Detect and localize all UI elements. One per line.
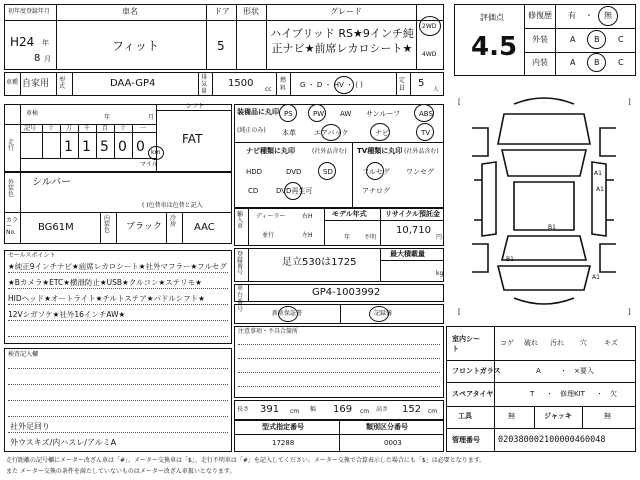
seat-option: 穴	[580, 339, 587, 347]
fuel-label: 燃料	[280, 77, 287, 92]
management-number: 020380002100000460048	[498, 435, 606, 445]
equip-tv-circle	[416, 123, 434, 141]
color-no: BG61M	[38, 222, 74, 233]
import-dealer: ディーラー	[256, 213, 286, 220]
equip-pw: PW	[313, 110, 325, 118]
reg-year-label: 初年度登録年月	[8, 8, 51, 15]
spare-tire-label: スペアタイヤ	[452, 390, 494, 398]
mileage-digit-label: 百	[102, 125, 109, 132]
repair-label: 修復歴	[528, 11, 552, 20]
displacement-label: 排気量	[201, 74, 208, 95]
mileage-digit-label: 記号	[24, 125, 37, 132]
grade-value: ハイブリッド RS★9インチ純正ナビ★前席レカロシート★	[270, 27, 414, 55]
row2-frame	[4, 72, 444, 96]
model-year-label: モデル年式	[332, 210, 367, 218]
bracket-mark: ]	[628, 308, 631, 316]
use-value: 自家用	[22, 79, 50, 89]
class-label: 類別区分番号	[366, 423, 408, 431]
spare-option: T	[530, 390, 535, 398]
exterior-color-value: シルバー	[32, 177, 72, 188]
registration-value: 足立530は1725	[282, 257, 357, 268]
interior-b-circle	[587, 53, 606, 72]
exterior-color-note: ( )色替車は色替と記入	[142, 202, 203, 209]
tv-fullseg: フルセグ	[362, 168, 390, 176]
bracket-mark: [	[458, 98, 461, 106]
shape-label: 形状	[243, 7, 259, 16]
footnote-line: 走行距離の記号欄にメーター改ざん車は「#」、メーター交換車は「$」、走行不明車は「#」を記入してください。メーター交換で合算表示した場合にも「$」は必要となります。	[6, 457, 486, 464]
max-load-label: 最大積載量	[390, 250, 425, 258]
footnote-line: また メーター交換の条件を満たしていないものはメーター改ざん車扱いとなります。	[6, 468, 236, 475]
sales-point-line: 12Vシガソケ★社外16インチAW★	[8, 310, 126, 319]
nav-dvd: DVD	[286, 168, 302, 176]
tools-label: 工具	[458, 412, 472, 420]
import-label: 輸入車	[237, 211, 244, 230]
repair-no-circle	[598, 6, 618, 26]
inspection-month: 月	[148, 114, 155, 121]
equipment-frame	[234, 104, 444, 208]
mileage-digit-label: 一	[140, 125, 147, 132]
length-value: 391	[260, 404, 280, 415]
chassis-label: 車台番号	[237, 285, 244, 313]
car-outline-svg	[452, 84, 636, 324]
model-year-unit: 年	[344, 234, 351, 241]
ac-label: 冷房	[170, 215, 177, 228]
chassis-value: GP4-1003992	[312, 287, 381, 298]
type-label: 型式指定番号	[262, 423, 304, 431]
equip-abs: ABS	[419, 110, 433, 118]
color-no-label: カラーNo.	[6, 217, 19, 236]
tv-fullseg-circle	[366, 162, 384, 180]
class-value: 0003	[384, 439, 402, 447]
equip-pw-circle	[308, 104, 326, 122]
drive-2wd: 2WD	[422, 23, 437, 30]
equip-ps: PS	[284, 110, 293, 118]
fuel-options: G ・ D ・ HV ・ ( )	[300, 81, 363, 89]
bracket-mark: [	[458, 308, 461, 316]
reg-month: 8	[34, 53, 41, 64]
model-value: DAA-GP4	[110, 78, 156, 89]
notes-frame	[234, 326, 444, 398]
exterior-grade-a: A	[570, 35, 576, 44]
tv-oneseg: ワンセグ	[406, 168, 434, 176]
score-value: 4.5	[471, 32, 518, 62]
mileage-digit: 5	[100, 139, 109, 155]
registration-label: 登録番号	[237, 251, 244, 276]
tv-type-label: TV種類に丸印	[357, 147, 403, 155]
model-year-unknown: 不明	[364, 234, 377, 241]
inspection-label: 車検	[26, 110, 39, 117]
seat-option: コゲ	[500, 339, 514, 347]
mileage-unit-mile: マイル	[140, 161, 158, 168]
drive-4wd: 4WD	[422, 51, 437, 58]
damage-mark: B1	[506, 256, 514, 263]
seat-option: 汚れ	[550, 339, 564, 347]
equip-navi-circle	[370, 123, 390, 141]
interior-grade-b: B	[594, 58, 600, 67]
damage-mark: A1	[592, 274, 600, 281]
spare-option: ・	[546, 390, 553, 398]
spare-option: 修理KIT	[560, 390, 585, 398]
height-label: 高さ	[376, 406, 389, 413]
spare-option: 欠	[610, 390, 617, 398]
equip-leather: 本革	[282, 129, 296, 137]
jack-value: 無	[604, 412, 611, 420]
mileage-digit-label: 十	[48, 125, 55, 132]
import-parallel: 並行	[262, 232, 275, 239]
equipment-sub: (純正のみ)	[237, 127, 266, 134]
shift-label: シフト	[186, 103, 205, 110]
front-glass-option: ×要入	[574, 367, 594, 375]
mileage-label: 走行	[8, 139, 15, 152]
max-load-unit: kg	[436, 270, 444, 277]
front-glass-label: フロントガラス	[452, 367, 501, 375]
car-damage-diagram	[452, 84, 636, 324]
notes-label: 注意事項・不具合箇所	[238, 328, 299, 335]
score-label: 評価点	[480, 13, 504, 22]
manual-circle	[278, 306, 298, 322]
steering-right: 右H	[302, 213, 313, 220]
mileage-digit: 0	[136, 139, 145, 155]
width-label: 幅	[310, 406, 317, 413]
nav-type-sub: (社外品含む)	[312, 148, 347, 155]
reg-year-unit: 年	[42, 39, 49, 47]
exterior-grade-b: B	[594, 35, 600, 44]
management-label: 管理番号	[452, 436, 480, 444]
equip-navi: ナビ	[375, 129, 389, 137]
nav-dvd-play: DVD再生可	[276, 187, 313, 195]
front-glass-option: A	[536, 367, 541, 375]
equip-tv: TV	[421, 129, 431, 137]
ac-value: AAC	[194, 222, 215, 233]
length-label: 長さ	[237, 406, 250, 413]
jack-label: ジャッキ	[544, 412, 572, 420]
repair-sep: ・	[585, 11, 593, 20]
interior-grade-label: 内装	[532, 58, 548, 67]
interior-grade-c: C	[618, 58, 624, 67]
model-label: 型式	[59, 77, 66, 90]
reg-year-era: H24	[10, 35, 35, 49]
capacity-unit: 人	[433, 86, 440, 93]
repair-no: 無	[604, 11, 612, 20]
equip-ps-circle	[279, 104, 297, 122]
inspector-label: 検査記入欄	[8, 351, 39, 358]
mileage-digit: 1	[82, 139, 91, 155]
mileage-digit-label: 千	[84, 125, 91, 132]
nav-cd: CD	[248, 187, 259, 195]
nav-type-label: ナビ種類に丸印	[246, 147, 295, 155]
nav-hdd: HDD	[246, 168, 263, 176]
nav-sd-circle	[318, 162, 336, 180]
damage-mark: A1	[596, 186, 604, 193]
use-label: 車種	[6, 79, 19, 86]
bracket-mark: ]	[628, 98, 631, 106]
type-value: 17288	[272, 439, 295, 447]
exterior-grade-label: 外装	[532, 35, 548, 44]
interior-grade-a: A	[570, 58, 576, 67]
exterior-color-label: 外装色	[8, 179, 15, 198]
spare-option: ・	[596, 390, 603, 398]
width-value: 169	[333, 404, 353, 415]
width-unit: cm	[360, 408, 370, 415]
fuel-hv-circle	[334, 76, 354, 94]
mileage-digit-label: 十	[120, 125, 127, 132]
seat-option: 破れ	[524, 339, 538, 347]
interior-seat-label: 室内シート	[452, 335, 480, 353]
length-unit: cm	[290, 408, 300, 415]
inspection-year: 年	[104, 114, 111, 121]
mileage-unit-km: km	[151, 149, 161, 156]
repair-yes: 有	[568, 11, 576, 20]
capacity-label: 定員	[399, 77, 406, 92]
mileage-digit-label: 万	[66, 125, 73, 132]
nav-dvd-play-circle	[284, 182, 302, 200]
mileage-digit: 1	[64, 139, 73, 155]
manual-frame	[234, 304, 444, 324]
seat-option: キズ	[604, 339, 618, 347]
recycle-value: 10,710	[396, 225, 431, 236]
exterior-b-circle	[587, 30, 606, 49]
door-label: ドア	[214, 7, 230, 16]
nav-sd: SD	[323, 168, 333, 176]
damage-mark: B1	[548, 224, 556, 231]
record-circle	[369, 306, 389, 322]
equip-aw: AW	[340, 110, 352, 118]
shift-value: FAT	[182, 132, 203, 146]
displacement-unit: cc	[265, 86, 272, 93]
interior-color-label: 内装色	[104, 215, 111, 234]
equip-sunroof: サンルーフ	[366, 110, 401, 118]
steering-left: 左H	[302, 232, 313, 239]
recycle-unit: 円	[436, 234, 443, 241]
reg-month-unit: 月	[44, 55, 51, 63]
interior-color-value: ブラック	[126, 222, 162, 232]
equip-abs-circle	[414, 104, 434, 122]
front-glass-option: ・	[560, 367, 567, 375]
car-name-label: 車名	[122, 7, 138, 16]
capacity-value: 5	[418, 78, 425, 89]
equip-airbag: エアバック	[314, 129, 349, 137]
exterior-grade-c: C	[618, 35, 624, 44]
tv-type-sub: (社外品含む)	[404, 148, 439, 155]
inspector-note: 外ウスキズ/内ハスレ/アルミA	[10, 438, 117, 447]
grade-label: グレード	[330, 7, 362, 16]
height-value: 152	[402, 404, 422, 415]
car-name: フィット	[112, 39, 160, 53]
sales-point-line: HIDヘッド★オートライト★チルトステア★パドルシフト★	[8, 294, 205, 303]
door-count: 5	[217, 39, 225, 53]
height-unit: cm	[428, 408, 438, 415]
sales-point-line: ★Bカメラ★ETC★横滑防止★USB★クルコン★ステリモ★	[8, 278, 202, 287]
equipment-label: 装備品に丸印	[237, 108, 279, 116]
damage-mark: A1	[594, 170, 602, 177]
record-label: 記録簿	[374, 310, 393, 317]
recycle-label: リサイクル預託金	[385, 210, 441, 218]
equip-airbag-circle	[321, 124, 341, 141]
inspector-note: 社外足回り	[10, 422, 50, 431]
tv-analog: アナログ	[362, 187, 390, 195]
sales-points-label: セールスポイント	[8, 252, 56, 259]
sales-point-line: ★純正9インチナビ★前席レカロシート★社外マフラー★フルセグ	[8, 262, 227, 271]
tools-value: 無	[508, 412, 515, 420]
mileage-digit: 0	[118, 139, 127, 155]
displacement-value: 1500	[228, 78, 254, 89]
manual-label: 新車保証書	[272, 310, 303, 317]
